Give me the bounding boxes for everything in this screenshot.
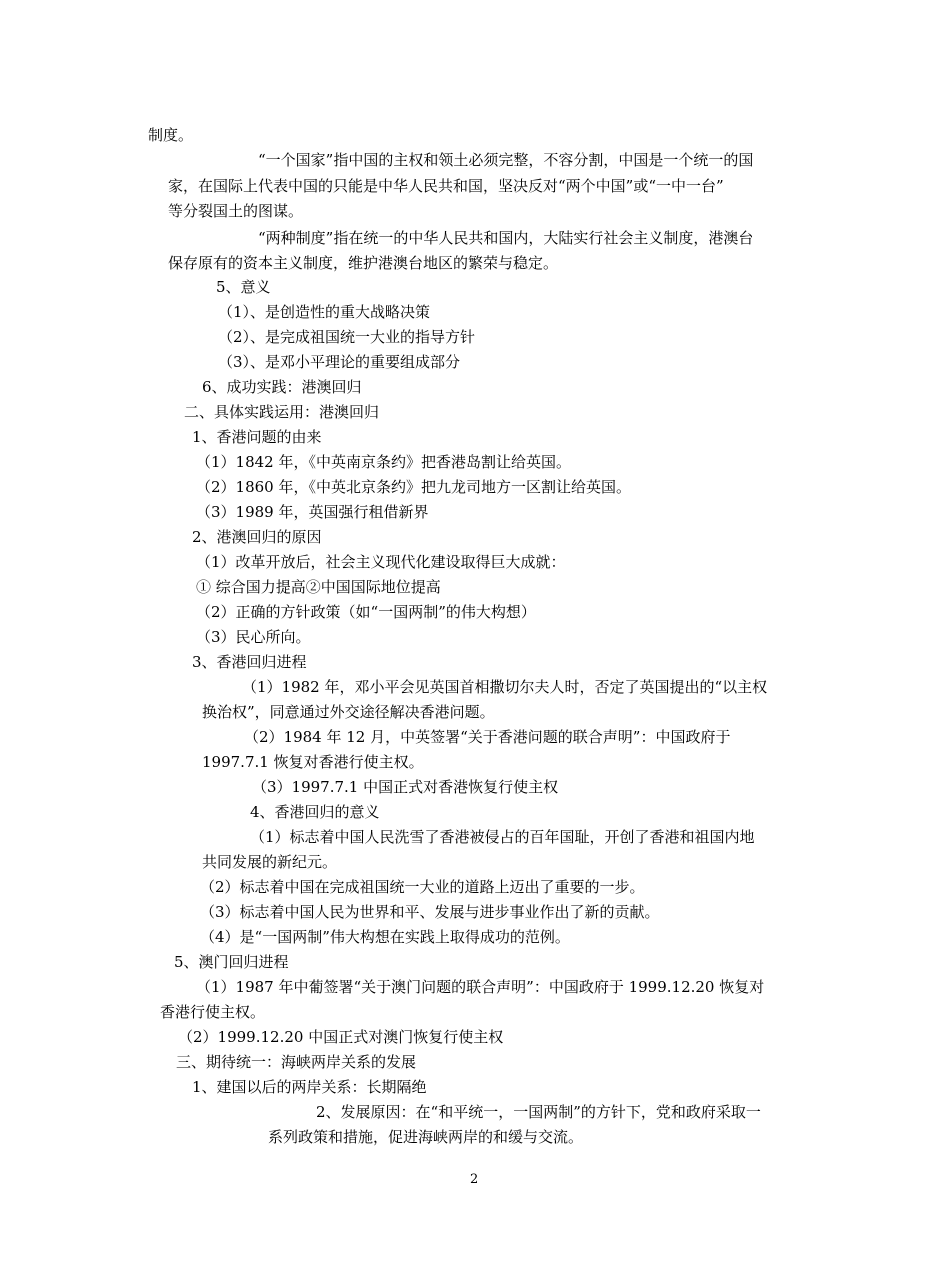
text-line: （3）民心所向。: [196, 628, 311, 646]
text-line: 制度。: [148, 126, 194, 144]
text-line: 换治权”，同意通过外交途径解决香港问题。: [202, 703, 495, 721]
text-line: （1）1987 年中葡签署“关于澳门问题的联合声明”：中国政府于 1999.12.20 恢复对: [196, 978, 765, 996]
text-line: 二、具体实践运用：港澳回归: [184, 403, 380, 421]
text-line: （3）标志着中国人民为世界和平、发展与进步事业作出了新的贡献。: [200, 903, 660, 921]
text-line: 系列政策和措施，促进海峡两岸的和缓与交流。: [268, 1128, 584, 1146]
text-line: （1）标志着中国人民洗雪了香港被侵占的百年国耻，开创了香港和祖国内地: [250, 828, 755, 846]
text-line: 2、发展原因：在“和平统一，一国两制”的方针下，党和政府采取一: [316, 1103, 761, 1121]
text-line: （1）、是创造性的重大战略决策: [218, 303, 431, 321]
text-line: 4、香港回归的意义: [250, 803, 380, 821]
text-line: （2）1860 年，《中英北京条约》把九龙司地方一区割让给英国。: [196, 478, 631, 496]
text-line: （3）1989 年，英国强行租借新界: [196, 503, 429, 521]
text-line: 三、期待统一：海峡两岸关系的发展: [176, 1053, 417, 1071]
text-line: 3、香港回归进程: [192, 653, 307, 671]
text-line: （2）正确的方针政策（如“一国两制”的伟大构想）: [196, 603, 536, 621]
text-line: （3）1997.7.1 中国正式对香港恢复行使主权: [252, 778, 559, 796]
text-line: （1）1982 年，邓小平会见英国首相撒切尔夫人时，否定了英国提出的“以主权: [242, 678, 768, 696]
text-line: 5、澳门回归进程: [174, 953, 289, 971]
text-line: “一个国家”指中国的主权和领土必须完整，不容分割，中国是一个统一的国: [258, 151, 754, 169]
text-line: 5、意义: [216, 278, 271, 296]
page-number: 2: [470, 1172, 479, 1187]
text-line: 1997.7.1 恢复对香港行使主权。: [202, 753, 424, 771]
text-line: 保存原有的资本主义制度，维护港澳台地区的繁荣与稳定。: [168, 254, 559, 272]
text-line: 香港行使主权。: [160, 1003, 266, 1021]
text-line: （2）、是完成祖国统一大业的指导方针: [218, 328, 476, 346]
text-line: 6、成功实践：港澳回归: [202, 378, 362, 396]
text-line: 家，在国际上代表中国的只能是中华人民共和国，坚决反对“两个中国”或“一中一台”: [168, 177, 724, 195]
text-line: （2）标志着中国在完成祖国统一大业的道路上迈出了重要的一步。: [200, 878, 645, 896]
text-line: （2）1984 年 12 月，中英签署“关于香港问题的联合声明”：中国政府于: [244, 728, 731, 746]
text-line: 2、港澳回归的原因: [192, 528, 322, 546]
text-line: （4）是“一国两制”伟大构想在实践上取得成功的范例。: [200, 928, 570, 946]
text-line: （1）改革开放后，社会主义现代化建设取得巨大成就：: [196, 553, 566, 571]
text-line: 共同发展的新纪元。: [202, 853, 338, 871]
text-line: “两种制度”指在统一的中华人民共和国内，大陆实行社会主义制度，港澳台: [258, 229, 754, 247]
text-line: 等分裂国土的图谋。: [168, 202, 304, 220]
text-line: （3）、是邓小平理论的重要组成部分: [218, 353, 461, 371]
text-line: ① 综合国力提高②中国国际地位提高: [196, 578, 441, 596]
text-line: 1、香港问题的由来: [192, 428, 322, 446]
text-line: 1、建国以后的两岸关系：长期隔绝: [192, 1078, 427, 1096]
text-line: （1）1842 年，《中英南京条约》把香港岛割让给英国。: [196, 453, 571, 471]
text-line: （2）1999.12.20 中国正式对澳门恢复行使主权: [178, 1028, 504, 1046]
